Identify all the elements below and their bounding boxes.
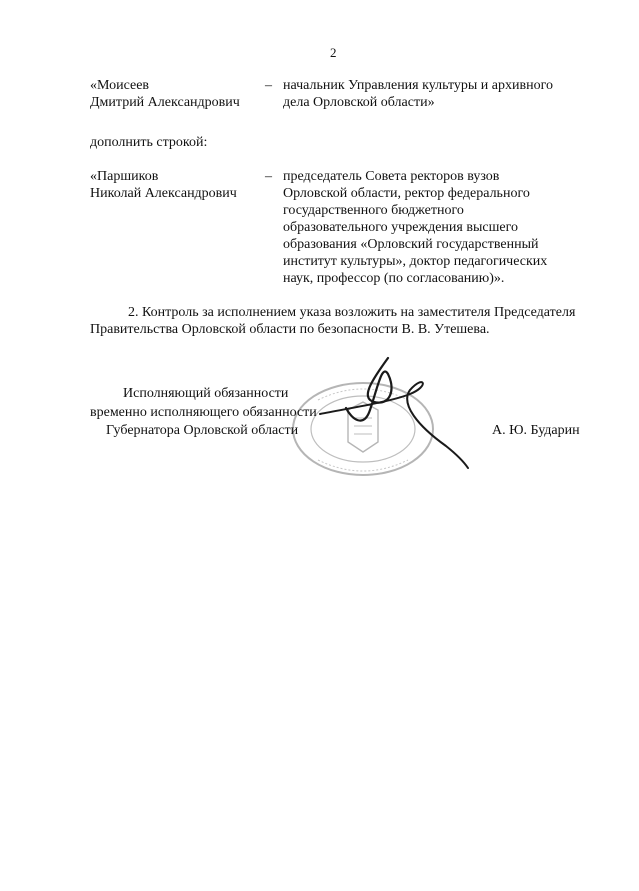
page-number: 2: [330, 45, 337, 60]
entry-2-desc-line-2: Орловской области, ректор федерального: [283, 186, 530, 201]
item-2-line-1: 2. Контроль за исполнением указа возложить на заместителя Председателя: [128, 305, 576, 320]
entry-1-name-line-1: «Моисеев: [90, 78, 150, 93]
signatory-title-line-3: Губернатора Орловской области: [106, 423, 299, 438]
supplement-text: дополнить строкой:: [90, 135, 208, 150]
entry-2-dash: –: [265, 169, 272, 184]
entry-2-desc-line-1: председатель Совета ректоров вузов: [283, 169, 500, 184]
entry-2-desc-line-3: государственного бюджетного: [283, 203, 464, 218]
entry-1-name-line-2: Дмитрий Александрович: [90, 95, 240, 110]
signatory-title-line-1: Исполняющий обязанности: [123, 386, 289, 401]
entry-1-dash: –: [265, 78, 272, 93]
entry-2-name-line-1: «Паршиков: [90, 169, 159, 184]
entry-2-desc-line-4: образовательного учреждения высшего: [283, 220, 518, 235]
entry-2-name-line-2: Николай Александрович: [90, 186, 237, 201]
entry-1-desc-line-2: дела Орловской области»: [283, 95, 435, 110]
signatory-name: А. Ю. Бударин: [492, 423, 580, 438]
entry-2-desc-line-5: образования «Орловский государственный: [283, 237, 539, 252]
item-2-line-2: Правительства Орловской области по безопасности В. В. Утешева.: [90, 322, 490, 337]
handwritten-signature: [300, 350, 470, 470]
entry-2-desc-line-6: институт культуры», доктор педагогических: [283, 254, 548, 269]
entry-2-desc-line-7: наук, профессор (по согласованию)».: [283, 271, 505, 286]
signatory-title-line-2: временно исполняющего обязанности: [90, 405, 317, 420]
entry-1-desc-line-1: начальник Управления культуры и архивного: [283, 78, 553, 93]
